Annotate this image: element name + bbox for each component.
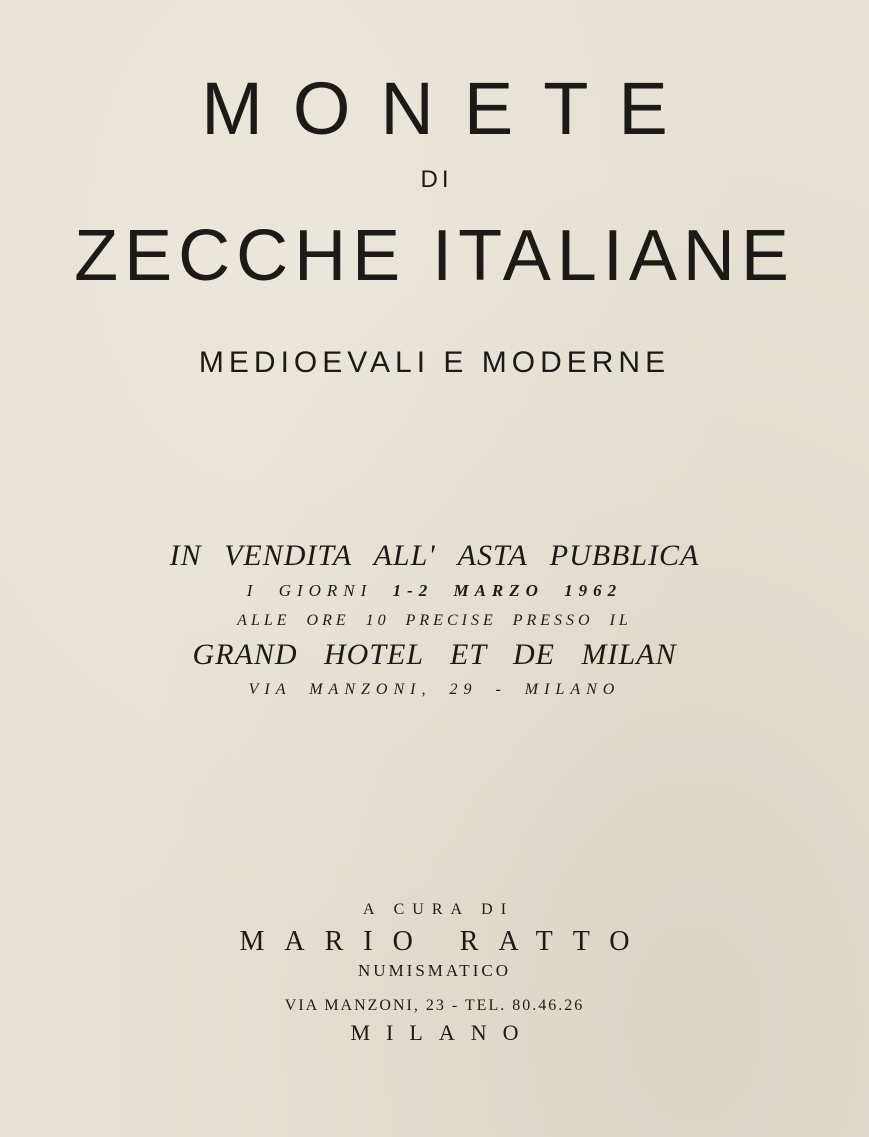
auction-time: ALLE ORE 10 PRECISE PRESSO IL	[237, 612, 632, 629]
editor-address: VIA MANZONI, 23 - TEL. 80.46.26	[284, 997, 585, 1014]
editor-city: MILANO	[350, 1020, 535, 1045]
auction-venue-address: VIA MANZONI, 29 - MILANO	[248, 681, 621, 698]
auction-venue: GRAND HOTEL ET DE MILAN	[192, 638, 677, 671]
editor-role: NUMISMATICO	[358, 961, 511, 980]
main-title: MONETE	[201, 67, 698, 150]
title-connector: DI	[420, 166, 453, 193]
auction-dates	[0, 582, 869, 599]
auction-dates-prefix: I GIORNI	[246, 581, 373, 600]
editor-name: MARIO RATTO	[239, 926, 650, 957]
auction-dates-value: 1-2 MARZO 1962	[392, 581, 623, 600]
auction-heading: IN VENDITA ALL' ASTA PUBBLICA	[169, 539, 700, 572]
editor-label: A CURA DI	[362, 901, 515, 918]
subtitle-period: MEDIOEVALI E MODERNE	[198, 346, 671, 379]
subtitle-mints: ZECCHE ITALIANE	[74, 216, 795, 296]
